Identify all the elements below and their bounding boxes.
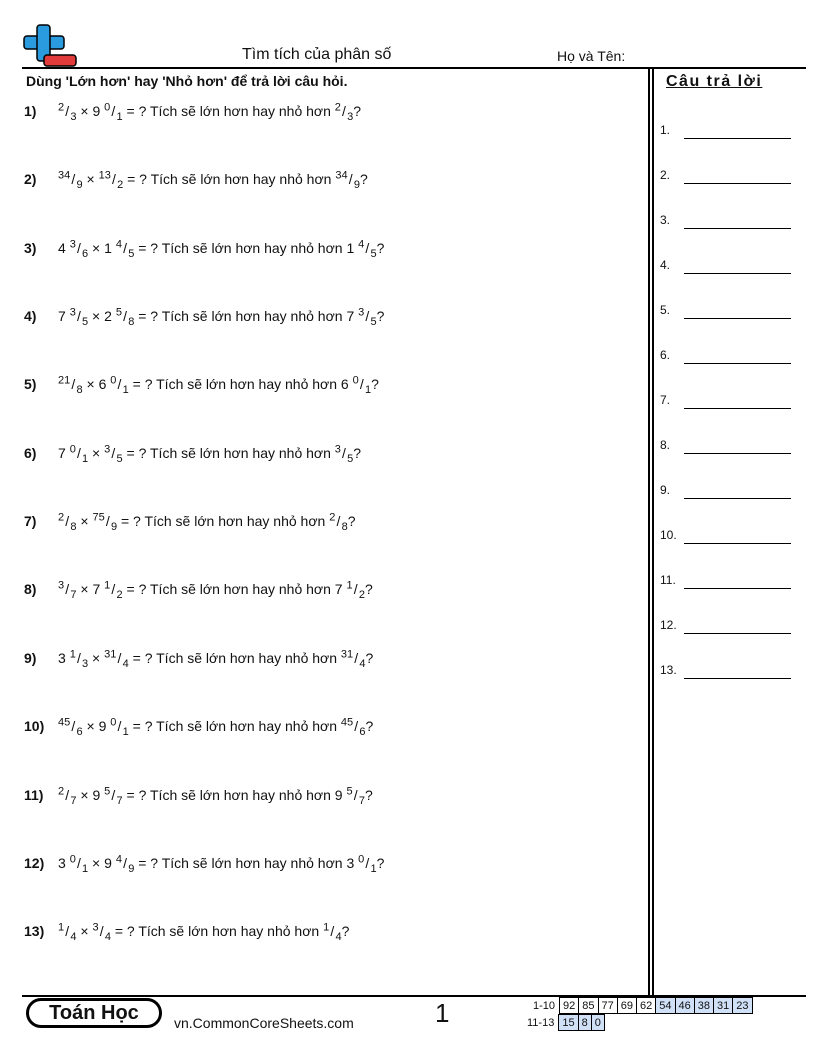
answer-line-2[interactable] [684, 183, 791, 184]
score-cell: 62 [637, 998, 656, 1014]
question-number: 2) [24, 171, 37, 187]
answer-line-12[interactable] [684, 633, 791, 634]
question-number: 10) [24, 718, 45, 734]
score-cell: 54 [656, 998, 675, 1014]
answer-line-6[interactable] [684, 363, 791, 364]
score-cell: 38 [694, 998, 713, 1014]
answer-label-2: 2. [660, 168, 671, 182]
answer-label-5: 5. [660, 303, 671, 317]
question-number: 11) [24, 787, 44, 803]
question-number: 8) [24, 581, 37, 597]
answer-line-13[interactable] [684, 678, 791, 679]
logo-plus-minus-icon [22, 24, 78, 68]
question-3: 3) 4 $^3$ / $_6$ × 1 $^4$ / $_5$ = ? Tích sẽ lớn hơn hay nhỏ hơn 1 $^4$ / $_5$? [24, 238, 385, 260]
question-number: 4) [24, 308, 37, 324]
answer-line-9[interactable] [684, 498, 791, 499]
question-number: 13) [24, 923, 45, 939]
site-url[interactable]: vn.CommonCoreSheets.com [174, 1015, 354, 1031]
page-number: 1 [435, 998, 450, 1028]
brand-badge: Toán Học [26, 998, 162, 1028]
question-2: 2) $^{34}$ / $_9$ × $^{13}$ / $_2$ = ? Tích sẽ lớn hơn hay nhỏ hơn $^{34}$ / $_9$? [24, 169, 368, 191]
name-label: Họ và Tên: [557, 48, 626, 64]
answer-label-13: 13. [660, 663, 677, 677]
question-number: 6) [24, 445, 37, 461]
score-cell: 69 [617, 998, 636, 1014]
answer-panel-title: Câu trả lời [666, 73, 763, 90]
question-number: 5) [24, 376, 37, 392]
score-cell: 85 [579, 998, 598, 1014]
question-9: 9) 3 $^1$ / $_3$ × $^{31}$ / $_4$ = ? Tích sẽ lớn hơn hay nhỏ hơn $^{31}$ / $_4$? [24, 648, 374, 670]
answer-line-3[interactable] [684, 228, 791, 229]
question-number: 9) [24, 650, 37, 666]
question-4: 4) 7 $^3$ / $_5$ × 2 $^5$ / $_8$ = ? Tích sẽ lớn hơn hay nhỏ hơn 7 $^3$ / $_5$? [24, 306, 385, 328]
answer-label-8: 8. [660, 438, 671, 452]
answer-label-10: 10. [660, 528, 677, 542]
score-row-label: 1-10 [533, 999, 556, 1012]
column-divider [652, 67, 654, 997]
answer-line-11[interactable] [684, 588, 791, 589]
question-5: 5) $^{21}$ / $_8$ × 6 $^0$ / $_1$ = ? Tích sẽ lớn hơn hay nhỏ hơn 6 $^0$ / $_1$? [24, 374, 379, 396]
answer-label-6: 6. [660, 348, 671, 362]
answer-line-1[interactable] [684, 138, 791, 139]
score-cell: 77 [598, 998, 617, 1014]
question-number: 3) [24, 240, 37, 256]
score-cell: 31 [714, 998, 733, 1014]
instructions: Dùng 'Lớn hơn' hay 'Nhỏ hơn' để trả lời câu hỏi. [26, 73, 348, 89]
answer-label-1: 1. [660, 123, 671, 137]
answer-label-3: 3. [660, 213, 671, 227]
question-10: 10) $^{45}$ / $_6$ × 9 $^0$ / $_1$ = ? Tích sẽ lớn hơn hay nhỏ hơn $^{45}$ / $_6$? [24, 716, 374, 738]
answer-label-7: 7. [660, 393, 671, 407]
score-cell: 15 [559, 1015, 578, 1031]
answer-line-7[interactable] [684, 408, 791, 409]
score-row-label: 11-13 [527, 1016, 555, 1029]
question-number: 1) [24, 103, 37, 119]
question-11: 11) $^2$ / $_7$ × 9 $^5$ / $_7$ = ? Tích sẽ lớn hơn hay nhỏ hơn 9 $^5$ / $_7$? [24, 785, 373, 807]
score-cell: 92 [560, 998, 579, 1014]
column-divider [648, 67, 650, 997]
score-table-row1 [530, 997, 753, 1014]
question-number: 12) [24, 855, 45, 871]
question-6: 6) 7 $^0$ / $_1$ × $^3$ / $_5$ = ? Tích sẽ lớn hơn hay nhỏ hơn $^3$ / $_5$? [24, 443, 362, 465]
question-number: 7) [24, 513, 37, 529]
answer-line-10[interactable] [684, 543, 791, 544]
answer-label-11: 11. [660, 573, 676, 587]
score-cell: 46 [675, 998, 694, 1014]
score-table-row2 [524, 1014, 605, 1031]
question-8: 8) $^3$ / $_7$ × 7 $^1$ / $_2$ = ? Tích sẽ lớn hơn hay nhỏ hơn 7 $^1$ / $_2$? [24, 579, 373, 601]
answer-line-4[interactable] [684, 273, 791, 274]
question-12: 12) 3 $^0$ / $_1$ × 9 $^4$ / $_9$ = ? Tích sẽ lớn hơn hay nhỏ hơn 3 $^0$ / $_1$? [24, 853, 385, 875]
question-13: 13) $^1$ / $_4$ × $^3$ / $_4$ = ? Tích sẽ lớn hơn hay nhỏ hơn $^1$ / $_4$? [24, 921, 350, 943]
top-divider [22, 67, 806, 69]
score-cell: 8 [578, 1015, 591, 1031]
answer-line-8[interactable] [684, 453, 791, 454]
answer-label-4: 4. [660, 258, 671, 272]
score-cell: 23 [733, 998, 752, 1014]
answer-label-9: 9. [660, 483, 671, 497]
question-1: 1) $^2$ / $_3$ × 9 $^0$ / $_1$ = ? Tích sẽ lớn hơn hay nhỏ hơn $^2$ / $_3$? [24, 101, 362, 123]
answer-line-5[interactable] [684, 318, 791, 319]
score-cell: 0 [591, 1015, 604, 1031]
answer-label-12: 12. [660, 618, 677, 632]
question-7: 7) $^2$ / $_8$ × $^{75}$ / $_9$ = ? Tích sẽ lớn hơn hay nhỏ hơn $^2$ / $_8$? [24, 511, 356, 533]
worksheet-title: Tìm tích của phân số [242, 46, 392, 63]
